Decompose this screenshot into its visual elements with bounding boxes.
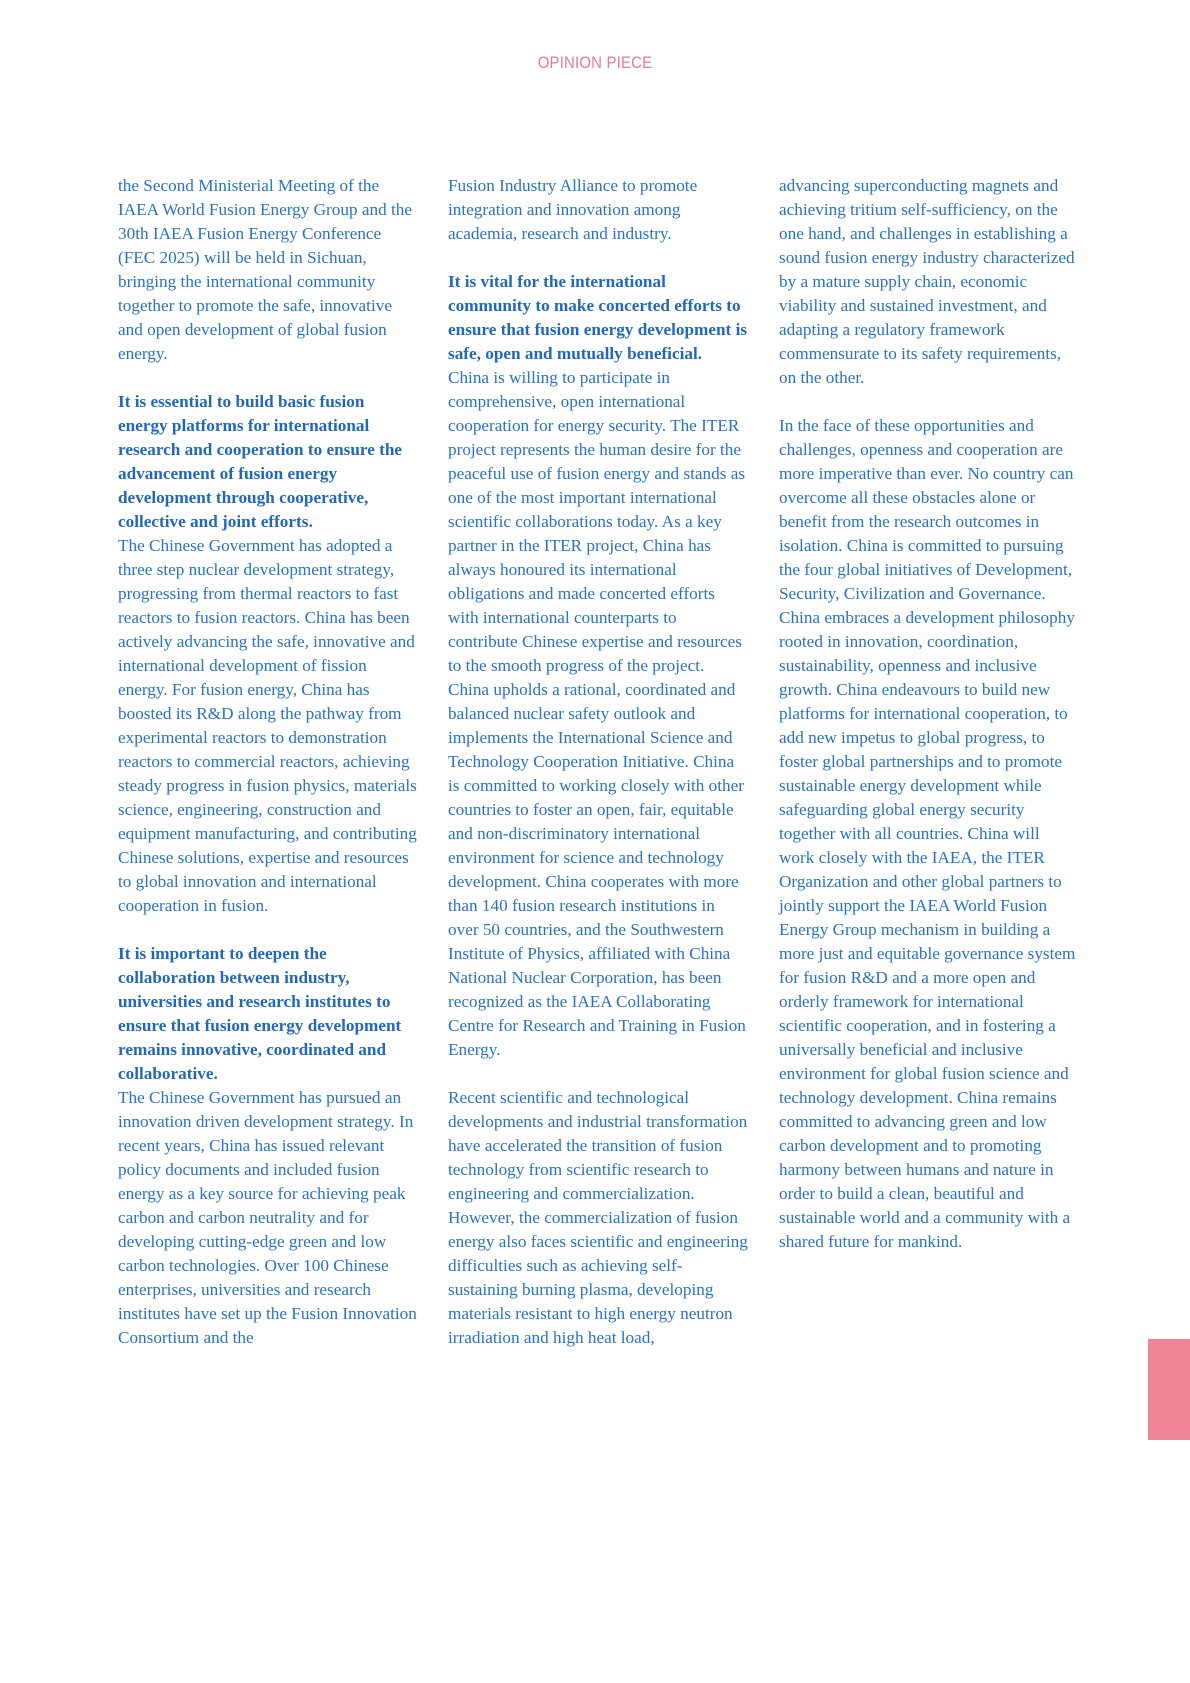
column-3 (779, 174, 1079, 1278)
paragraph (779, 414, 1079, 1254)
paragraph (448, 270, 748, 1062)
paragraph (118, 390, 418, 918)
column-1 (118, 174, 418, 1374)
paragraph-body: In the face of these opportunities and challenges, openness and cooperation are more imperative than ever. No country can overcome all these obstacles alone or benefit from the research outcomes in isolation. China is committed to pursuing the four global initiatives of Development, Security, Civilization and Governance. China embraces a development philosophy rooted in innovation, coordination, sustainability, openness and inclusive growth. China endeavours to build new platforms for international cooperation, to add new impetus to global progress, to foster global partnerships and to promote sustainable energy development while safeguarding global energy security together with all countries. China will work closely with the IAEA, the ITER Organization and other global partners to jointly support the IAEA World Fusion Energy Group mechanism in building a more just and equitable governance system for fusion R&D and a more open and orderly framework for international scientific cooperation, and in fostering a universally beneficial and inclusive environment for global fusion science and technology development. China remains committed to advancing green and low carbon development and to promoting harmony between humans and nature in order to build a clean, beautiful and sustainable world and a community with a shared future for mankind. (779, 416, 1076, 1251)
paragraph-body: Fusion Industry Alliance to promote integration and innovation among academia, research and industry. (448, 176, 698, 243)
paragraph-heading: It is vital for the international community to make concerted efforts to ensure that fusion energy development is safe, open and mutually beneficial. (448, 272, 748, 363)
section-label: OPINION PIECE (537, 53, 653, 72)
column-2 (448, 174, 748, 1374)
paragraph-heading: It is important to deepen the collaboration between industry, universities and research institutes to ensure that fusion energy development remains innovative, coordinated and collaborative. (118, 944, 402, 1083)
paragraph-body: The Chinese Government has pursued an innovation driven development strategy. In recent years, China has issued relevant policy documents and included fusion energy as a key source for achieving peak carbon and carbon neutrality and for developing cutting-edge green and low carbon technologies. Over 100 Chinese enterprises, universities and research institutes have set up the Fusion Innovation Consortium and the (118, 1088, 417, 1347)
paragraph-body: The Chinese Government has adopted a three step nuclear development strategy, progressing from thermal reactors to fast reactors to fusion reactors. China has been actively advancing the safe, innovative and international development of fission energy. For fusion energy, China has boosted its R&D along the pathway from experimental reactors to demonstration reactors to commercial reactors, achieving steady progress in fusion physics, materials science, engineering, construction and equipment manufacturing, and contributing Chinese solutions, expertise and resources to global innovation and international cooperation in fusion. (118, 536, 417, 915)
paragraph-heading: It is essential to build basic fusion energy platforms for international research and cooperation to ensure the advancement of fusion energy development through cooperative, collective and joint efforts. (118, 392, 403, 531)
side-tab-marker (1148, 1339, 1190, 1440)
paragraph (118, 942, 418, 1350)
paragraph (779, 174, 1079, 390)
paragraph (448, 1086, 748, 1350)
paragraph-body: Recent scientific and technological developments and industrial transformation have accelerated the transition of fusion technology from scientific research to engineering and commercialization. However, the commercialization of fusion energy also faces scientific and engineering difficulties such as achieving self-sustaining burning plasma, developing materials resistant to high energy neutron irradiation and high heat load, (448, 1088, 748, 1347)
paragraph (118, 174, 418, 366)
paragraph-body: China is willing to participate in comprehensive, open international cooperation for energy security. The ITER project represents the human desire for the peaceful use of fusion energy and stands as one of the most important international scientific collaborations today. As a key partner in the ITER project, China has always honoured its international obligations and made concerted efforts with international counterparts to contribute Chinese expertise and resources to the smooth progress of the project. China upholds a rational, coordinated and balanced nuclear safety outlook and implements the International Science and Technology Cooperation Initiative. China is committed to working closely with other countries to foster an open, fair, equitable and non-discriminatory international environment for science and technology development. China cooperates with more than 140 fusion research institutions in over 50 countries, and the Southwestern Institute of Physics, affiliated with China National Nuclear Corporation, has been recognized as the IAEA Collaborating Centre for Research and Training in Fusion Energy. (448, 368, 746, 1059)
paragraph-body: the Second Ministerial Meeting of the IAEA World Fusion Energy Group and the 30th IAEA Fusion Energy Conference (FEC 2025) will be held in Sichuan, bringing the international community together to promote the safe, innovative and open development of global fusion energy. (118, 176, 412, 363)
paragraph-body: advancing superconducting magnets and achieving tritium self-sufficiency, on the one hand, and challenges in establishing a sound fusion energy industry characterized by a mature supply chain, economic viability and sustained investment, and adapting a regulatory framework commensurate to its safety requirements, on the other. (779, 176, 1075, 387)
paragraph (448, 174, 748, 246)
